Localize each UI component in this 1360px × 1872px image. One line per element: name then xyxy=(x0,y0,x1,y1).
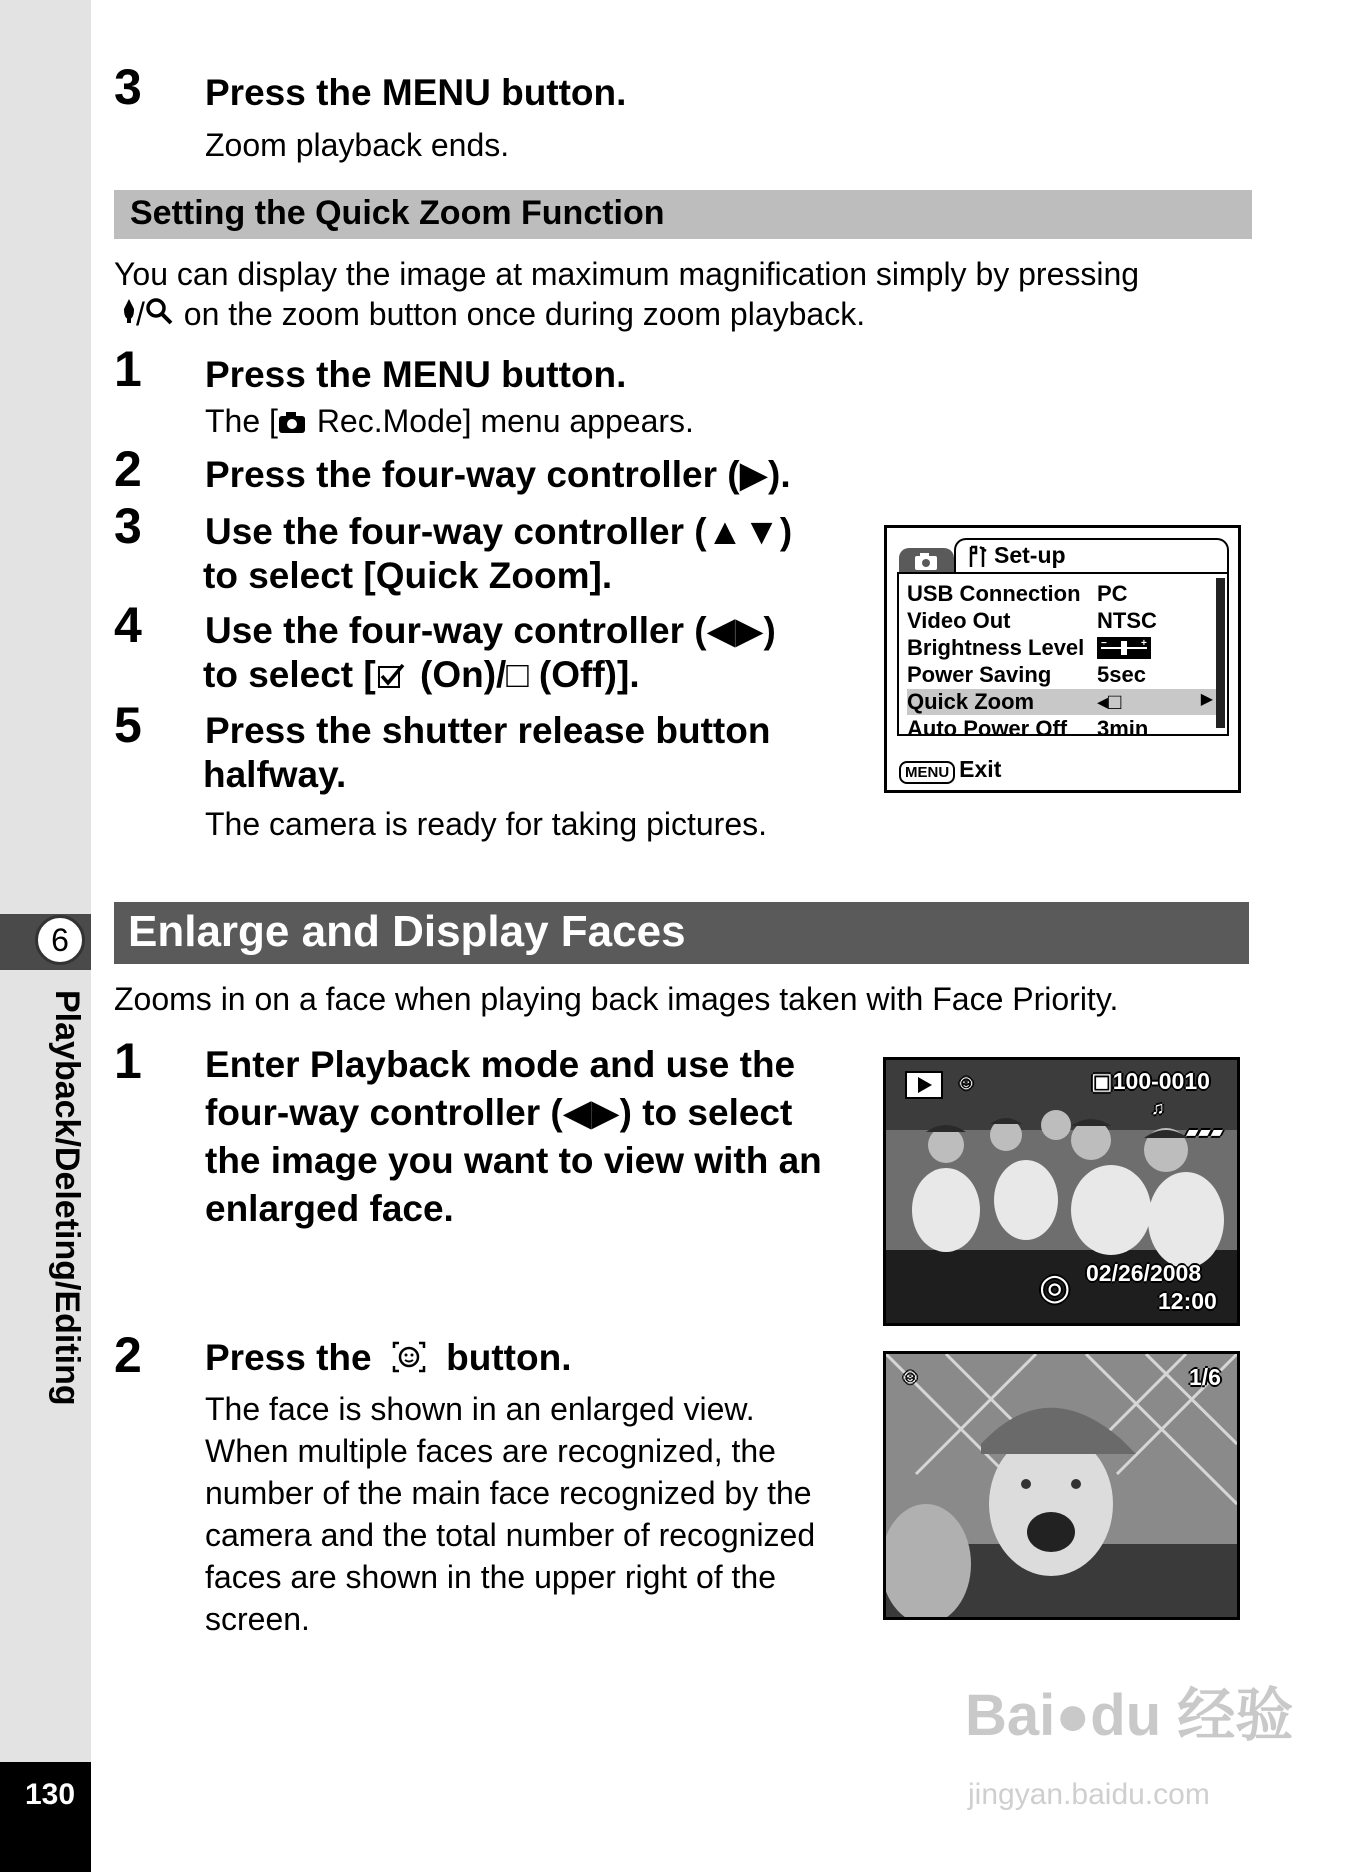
enlarged-face-photo xyxy=(883,1351,1240,1620)
menu-scrollbar xyxy=(1216,578,1225,728)
checkbox-checked-icon xyxy=(376,657,410,701)
step-title-line-2: to select [Quick Zoom]. xyxy=(203,555,613,596)
tools-icon xyxy=(968,545,990,569)
chapter-number: 6 xyxy=(35,915,85,965)
step-title: Press the MENU button. xyxy=(205,72,627,113)
page-number-box xyxy=(0,1762,91,1872)
subsection-heading-text: Setting the Quick Zoom Function xyxy=(130,194,665,232)
step-title-line-1: Use the four-way controller (◀▶) xyxy=(205,610,776,651)
face-detect-icon xyxy=(382,1340,436,1384)
camera-menu-screen xyxy=(884,525,1241,793)
svg-text:+: + xyxy=(1141,638,1147,649)
step-title: Press the MENU button. xyxy=(205,354,627,395)
face-count: 1/6 xyxy=(1189,1364,1221,1390)
step-number: 3 xyxy=(114,59,142,115)
chapter-title: Playback/Deleting/Editing xyxy=(48,990,86,1406)
step-number: 1 xyxy=(114,1033,142,1089)
intro-line-2: on the zoom button once during zoom playback. xyxy=(183,296,866,332)
page-number: 130 xyxy=(25,1778,76,1811)
menu-row: USB Connection PC xyxy=(907,581,1128,606)
watermark-url: jingyan.baidu.com xyxy=(968,1778,1210,1811)
step-description: The camera is ready for taking pictures. xyxy=(205,806,768,842)
menu-key-icon: MENU xyxy=(899,761,955,784)
brightness-slider-icon xyxy=(1097,637,1151,665)
step-description: The [ Rec.Mode] menu appears. xyxy=(205,400,694,444)
step-number: 2 xyxy=(114,441,142,497)
face-detect-icon: ☺ xyxy=(956,1072,977,1094)
intro-line-1: You can display the image at maximum magnification simply by pressing xyxy=(114,256,1140,292)
subsection-heading xyxy=(114,190,1252,239)
zoom-in-icon xyxy=(122,293,136,335)
section-heading-text: Enlarge and Display Faces xyxy=(128,907,686,956)
setup-tab-label: Set-up xyxy=(994,542,1066,568)
section-intro: Zooms in on a face when playing back images taken with Face Priority. xyxy=(114,981,1119,1017)
menu-row: Video Out NTSC xyxy=(907,608,1157,633)
menu-row: Power Saving 5sec xyxy=(907,662,1146,687)
file-number: ▣100-0010 xyxy=(1091,1068,1210,1094)
step-title-line-2: to select [ (On)/□ (Off)]. xyxy=(203,653,640,701)
playback-photo xyxy=(883,1057,1240,1326)
step-title-line-1: Press the shutter release button xyxy=(205,710,771,751)
step-title-line-1: Use the four-way controller (▲▼) xyxy=(205,511,793,552)
menu-row-selected: Quick Zoom ◂□ ▶ xyxy=(907,689,1217,715)
camera-icon xyxy=(278,402,308,444)
camera-icon xyxy=(899,548,954,574)
baidu-watermark: Bai●du 经验 xyxy=(965,1683,1294,1748)
magnify-icon xyxy=(145,293,175,335)
step-title: Press the button. xyxy=(205,1336,571,1384)
step-title: Enter Playback mode and use the four-way controller (◀▶) to select the image you want to view with an enlarged face. xyxy=(205,1044,822,1229)
menu-panel xyxy=(897,572,1229,741)
section-heading xyxy=(114,902,1249,964)
step-description: The face is shown in an enlarged view. When multiple faces are recognized, the number of the main face recognized by the camera and the total number of recognized faces are shown in the upper right of the screen. xyxy=(205,1391,816,1637)
menu-exit xyxy=(899,756,1001,784)
four-way-controller-icon: ◎ xyxy=(1039,1266,1071,1307)
svg-text:−: − xyxy=(1101,638,1107,649)
step-number: 1 xyxy=(114,341,142,397)
date-stamp: 02/26/2008 xyxy=(1086,1260,1202,1286)
protect-icon: ♫ xyxy=(1151,1098,1165,1118)
play-icon xyxy=(904,1070,944,1106)
step-number: 3 xyxy=(114,498,142,554)
step-title: Press the four-way controller (▶). xyxy=(205,454,791,495)
right-arrow-icon: ▶ xyxy=(1200,691,1213,708)
menu-row: Auto Power Off 3min xyxy=(907,716,1149,741)
step-title-line-2: halfway. xyxy=(203,754,347,795)
battery-icon: ▰▰▰ xyxy=(1186,1124,1223,1141)
step-description: Zoom playback ends. xyxy=(205,127,510,163)
menu-row: Brightness Level + − xyxy=(907,635,1217,661)
time-stamp: 12:00 xyxy=(1158,1288,1217,1314)
exit-label: Exit xyxy=(959,756,1002,782)
setup-tab xyxy=(954,538,1229,572)
step-number: 4 xyxy=(114,597,142,653)
step-number: 2 xyxy=(114,1327,142,1383)
rec-mode-tab xyxy=(899,548,954,574)
intro-line-2-wrap: / on the zoom button once during zoom playback. xyxy=(122,293,865,335)
step-number: 5 xyxy=(114,697,142,753)
face-detect-icon: ☺ xyxy=(900,1366,921,1388)
enlarged-face-image xyxy=(886,1354,1237,1617)
